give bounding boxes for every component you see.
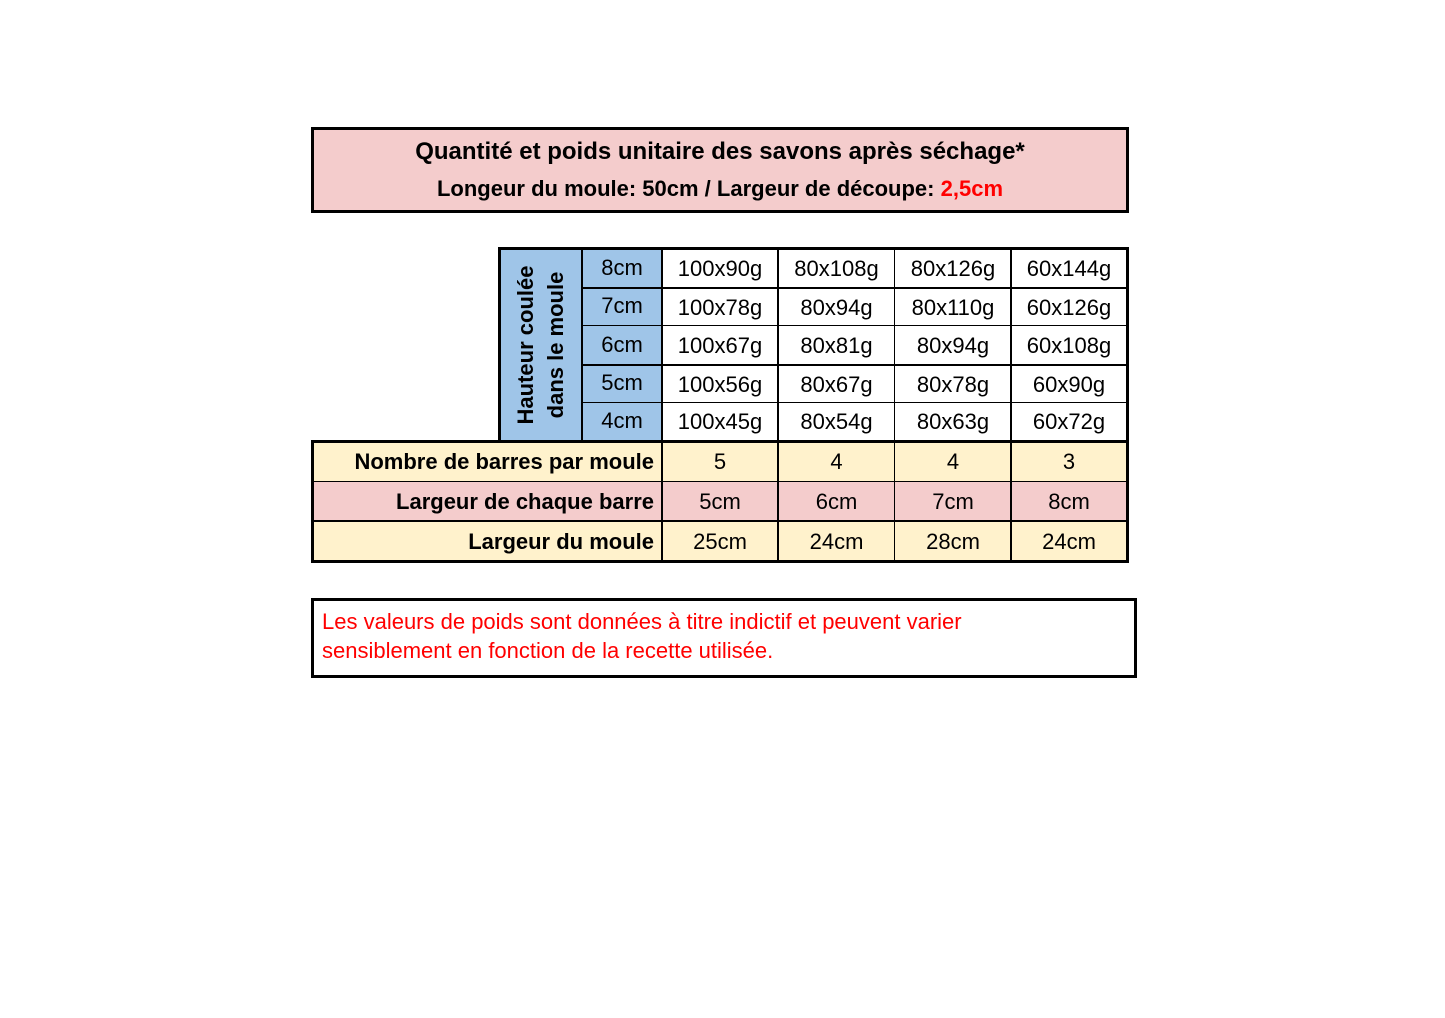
height-cell-7cm: 7cm (582, 287, 662, 325)
grid-line (311, 481, 1129, 482)
vertical-label-line2: dans le moule (543, 271, 568, 418)
title-main: Quantité et poids unitaire des savons après séchage* (415, 138, 1025, 165)
grid-line (894, 247, 895, 563)
bar-width-cell: 5cm (662, 482, 778, 521)
grid-line (311, 560, 1129, 563)
table-cell: 60x144g (1026, 256, 1112, 281)
grid-line (311, 440, 314, 563)
grid-line (498, 247, 1129, 250)
mold-width-cell: 24cm (1011, 522, 1127, 561)
grid-line (582, 325, 1127, 326)
grid-line (661, 247, 663, 563)
grid-line (1010, 247, 1012, 563)
grid-line (1126, 247, 1129, 563)
subtitle-text: Longeur du moule: 50cm / Largeur de découpe: (436, 176, 941, 201)
table-cell: 80x78g (916, 371, 990, 397)
table-cell: 80x94g (800, 294, 873, 320)
table-cell: 80x94g (916, 333, 990, 358)
mold-width-label: Largeur du moule (313, 522, 662, 561)
table-cell: 80x63g (916, 408, 990, 434)
bar-width-cell: 7cm (895, 482, 1011, 521)
bars-per-mold-label: Nombre de barres par moule (313, 442, 662, 481)
height-cell-4cm: 4cm (582, 402, 662, 440)
disclaimer-note (311, 598, 1137, 678)
grid-line (582, 287, 1127, 289)
vertical-label-line1: Hauteur coulée (513, 265, 538, 424)
mold-width-cell: 25cm (662, 522, 778, 561)
table-cell: 100x45g (677, 408, 763, 434)
grid-line (311, 520, 1129, 522)
table-cell: 100x78g (677, 294, 763, 320)
table-cell: 100x67g (677, 333, 763, 358)
grid-line (311, 440, 1129, 443)
mold-width-cell: 28cm (895, 522, 1011, 561)
table-cell: 80x81g (800, 333, 873, 358)
table-cell: 80x108g (794, 256, 879, 281)
bar-width-cell: 6cm (778, 482, 895, 521)
height-cell-5cm: 5cm (582, 364, 662, 402)
cut-width-value: 2,5cm (940, 176, 1004, 201)
height-cell-6cm: 6cm (582, 325, 662, 364)
table-cell: 100x90g (677, 256, 763, 281)
grid-line (582, 364, 1127, 366)
note-line1: Les valeurs de poids sont données à titre indictif et peuvent varier (322, 609, 962, 634)
bars-cell: 4 (778, 442, 895, 481)
table-cell: 60x108g (1026, 333, 1112, 358)
bar-width-label: Largeur de chaque barre (313, 482, 662, 521)
height-vertical-label (500, 249, 582, 440)
table-cell: 80x67g (800, 371, 873, 397)
title-box (311, 127, 1129, 213)
table-cell: 80x54g (800, 408, 873, 434)
height-cell-8cm: 8cm (582, 249, 662, 287)
table-cell: 60x126g (1026, 294, 1112, 320)
table-cell: 60x90g (1032, 371, 1106, 397)
bars-cell: 3 (1011, 442, 1127, 481)
table-cell: 80x110g (911, 294, 995, 320)
grid-line (582, 402, 1127, 403)
table-cell: 100x56g (677, 371, 763, 397)
note-line2: sensiblement en fonction de la recette utilisée. (322, 638, 774, 663)
grid-line (581, 247, 583, 442)
title-subtitle (314, 176, 1126, 202)
bars-cell: 5 (662, 442, 778, 481)
mold-width-cell: 24cm (778, 522, 895, 561)
table-cell: 80x126g (910, 256, 996, 281)
bars-cell: 4 (895, 442, 1011, 481)
grid-line (777, 247, 779, 563)
bar-width-cell: 8cm (1011, 482, 1127, 521)
table-cell: 60x72g (1032, 408, 1106, 434)
grid-line (498, 247, 501, 442)
